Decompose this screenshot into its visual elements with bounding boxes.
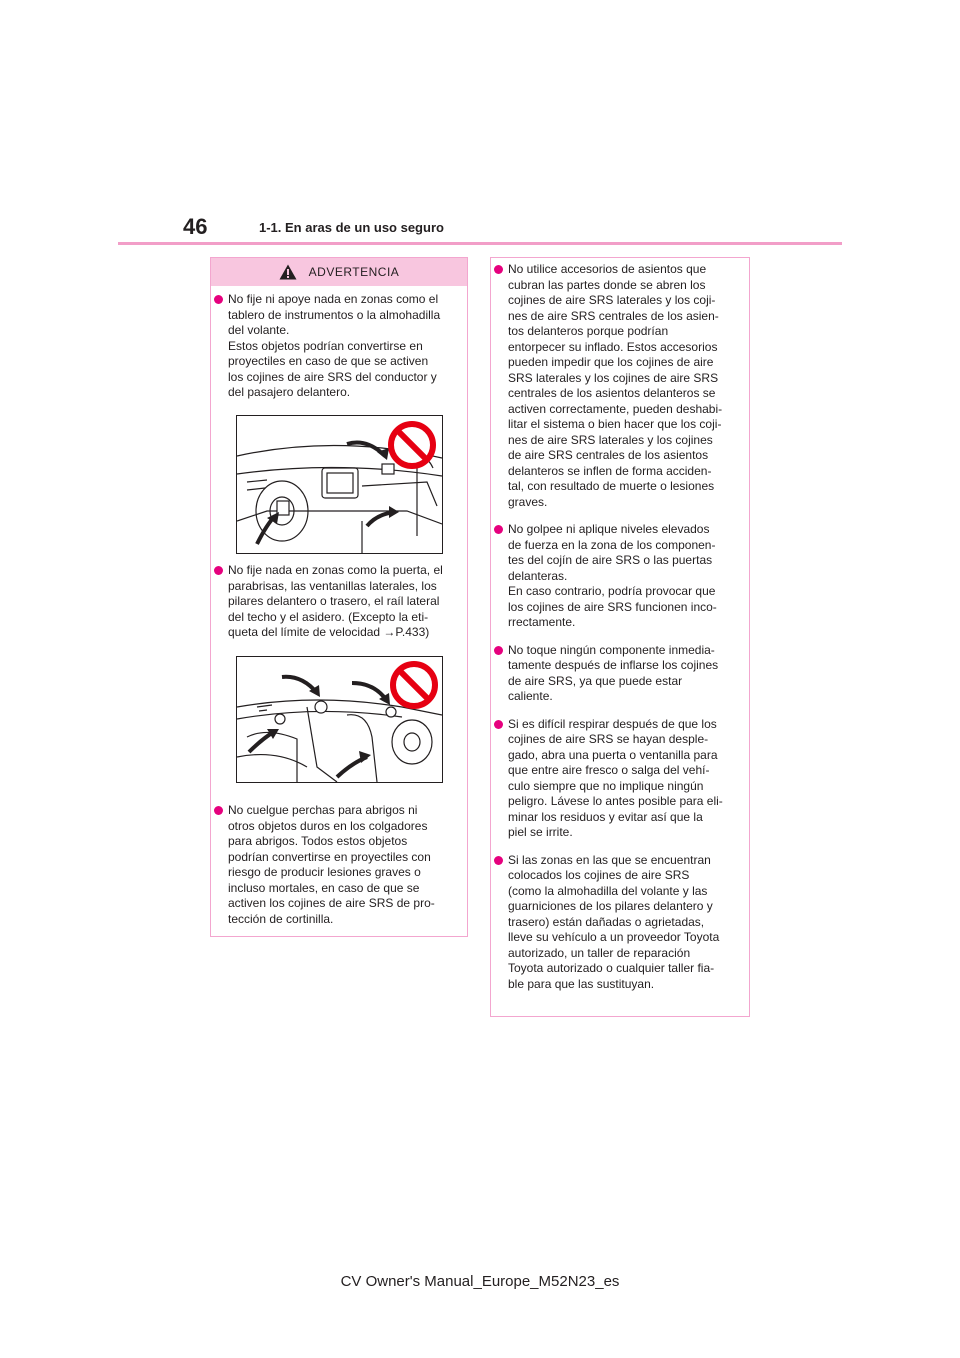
- footer-manual-id: CV Owner's Manual_Europe_M52N23_es: [340, 1273, 620, 1290]
- text-line: piel se irrite.: [508, 825, 573, 839]
- text-line: nes de aire SRS laterales y los cojines: [508, 432, 713, 447]
- text-line: queta del límite de velocidad →P.433): [228, 625, 430, 639]
- text-line: No fije nada en zonas como la puerta, el: [228, 563, 443, 577]
- bullet-dot-icon: [494, 265, 503, 274]
- text-line: para abrigos. Todos estos objetos: [228, 834, 408, 848]
- text-line: de aire SRS, ya que puede estar: [508, 673, 683, 688]
- text-line: Estos objetos podrían convertirse en: [228, 338, 423, 353]
- text-line: rrectamente.: [508, 615, 576, 629]
- text-line: del techo y el asidero. (Excepto la eti-: [228, 609, 429, 624]
- bullet-dot-icon: [214, 566, 223, 575]
- bullet-dot-icon: [214, 295, 223, 304]
- text-line: podrían convertirse en proyectiles con: [228, 849, 431, 864]
- text-line: litar el sistema o bien hacer que los coji-: [508, 417, 722, 431]
- text-line: los cojines de aire SRS funcionen inco-: [508, 599, 717, 614]
- text-line: tección de cortinilla.: [228, 911, 334, 926]
- text-line: de fuerza en la zona de los componen-: [508, 537, 716, 552]
- text-line: tamente después de inflarse los cojines: [508, 658, 719, 672]
- text-line: Si las zonas en las que se encuentran: [508, 852, 711, 867]
- warning-item-5: [491, 522, 741, 631]
- bullet-dot-icon: [494, 720, 503, 729]
- text-line: delanteros se inflen de forma acciden-: [508, 463, 712, 478]
- text-line: gado, abra una puerta o ventanilla para: [508, 747, 718, 762]
- prohibition-sign-icon: [389, 660, 439, 710]
- text-line: activen correctamente, pueden deshabi-: [508, 401, 723, 416]
- text-line: ble para que las sustituyan.: [508, 976, 655, 991]
- text-line: entorpecer su inflado. Estos accesorios: [508, 339, 718, 354]
- text-line: No toque ningún componente inmedia-: [508, 642, 715, 657]
- text-line: En caso contrario, podría provocar que: [508, 584, 716, 598]
- warning-box-continued: [490, 257, 750, 1017]
- dashboard-illustration: [236, 415, 443, 554]
- section-title: 1-1. En aras de un uso seguro: [259, 220, 444, 235]
- text-line: guarniciones de los pilares delantero y: [508, 899, 713, 913]
- warning-item-2: [211, 563, 461, 641]
- text-line: peligro. Lávese lo antes posible para eli-: [508, 794, 723, 808]
- door-interior-illustration: [236, 656, 443, 783]
- text-line: graves.: [508, 494, 548, 509]
- text-line: tablero de instrumentos o la almohadilla: [228, 307, 441, 322]
- text-line: No golpee ni aplique niveles elevados: [508, 522, 710, 536]
- text-line: culo siempre que no implique ningún: [508, 778, 704, 793]
- text-line: tes del cojín de aire SRS o las puertas: [508, 553, 713, 567]
- text-line: cojines de aire SRS laterales y los coji-: [508, 293, 716, 307]
- bullet-dot-icon: [494, 856, 503, 865]
- text-line: delanteras.: [508, 568, 568, 583]
- text-line: Toyota autorizado o cualquier taller fia-: [508, 961, 715, 975]
- text-line: pueden impedir que los cojines de aire: [508, 355, 714, 369]
- text-line: No utilice accesorios de asientos que: [508, 262, 707, 276]
- text-line: activen los cojines de aire SRS de pro-: [228, 896, 435, 910]
- text-line: nes de aire SRS centrales de los asien-: [508, 308, 719, 323]
- text-line: No cuelgue perchas para abrigos ni: [228, 803, 418, 817]
- text-line: colocados los cojines de aire SRS: [508, 868, 690, 882]
- text-line: lleve su vehículo a un proveedor Toyota: [508, 930, 720, 944]
- header-divider: [118, 242, 842, 245]
- text-line: centrales de los asientos delanteros se: [508, 386, 716, 400]
- warning-header: [211, 258, 467, 286]
- text-line: cojines de aire SRS se hayan desple-: [508, 732, 709, 746]
- text-line: del pasajero delantero.: [228, 385, 351, 399]
- text-line: que entre aire fresco o salga del vehí-: [508, 763, 710, 777]
- text-line: SRS laterales y los cojines de aire SRS: [508, 370, 719, 385]
- text-line: trasero) están dañadas o agrietadas,: [508, 914, 705, 929]
- bullet-dot-icon: [494, 525, 503, 534]
- warning-item-3: [211, 803, 461, 927]
- text-line: incluso mortales, en caso de que se: [228, 880, 420, 895]
- text-line: minar los residuos y evitar así que la: [508, 809, 703, 824]
- text-line: parabrisas, las ventanillas laterales, los: [228, 578, 437, 593]
- text-line: del volante.: [228, 323, 290, 337]
- text-line: tal, con resultado de muerte o lesiones: [508, 479, 715, 493]
- warning-box: [210, 257, 468, 937]
- text-line: riesgo de producir lesiones graves o: [228, 865, 421, 879]
- page-number: 46: [183, 214, 208, 239]
- warning-title: ADVERTENCIA: [308, 265, 400, 279]
- text-line: caliente.: [508, 689, 553, 703]
- text-line: tos delanteros porque podrían: [508, 324, 669, 338]
- text-line: (como la almohadilla del volante y las: [508, 883, 708, 898]
- text-line: pilares delantero o trasero, el raíl lateral: [228, 594, 440, 608]
- warning-triangle-icon: [279, 264, 297, 280]
- text-line: cubran las partes donde se abren los: [508, 277, 706, 292]
- text-line: de aire SRS centrales de los asientos: [508, 448, 709, 462]
- warning-item-4: [491, 262, 741, 510]
- warning-item-7: [491, 717, 741, 841]
- text-line: autorizado, un taller de reparación: [508, 945, 691, 960]
- text-line: otros objetos duros en los colgadores: [228, 818, 428, 833]
- bullet-dot-icon: [494, 646, 503, 655]
- text-line: Si es difícil respirar después de que los: [508, 716, 717, 731]
- prohibition-sign-icon: [387, 420, 437, 470]
- warning-item-8: [491, 853, 741, 993]
- warning-item-1: [211, 292, 459, 401]
- text-line: proyectiles en caso de que se activen: [228, 354, 429, 368]
- warning-item-6: [491, 643, 741, 705]
- bullet-dot-icon: [214, 806, 223, 815]
- text-line: los cojines de aire SRS del conductor y: [228, 369, 437, 384]
- text-line: No fije ni apoye nada en zonas como el: [228, 292, 439, 306]
